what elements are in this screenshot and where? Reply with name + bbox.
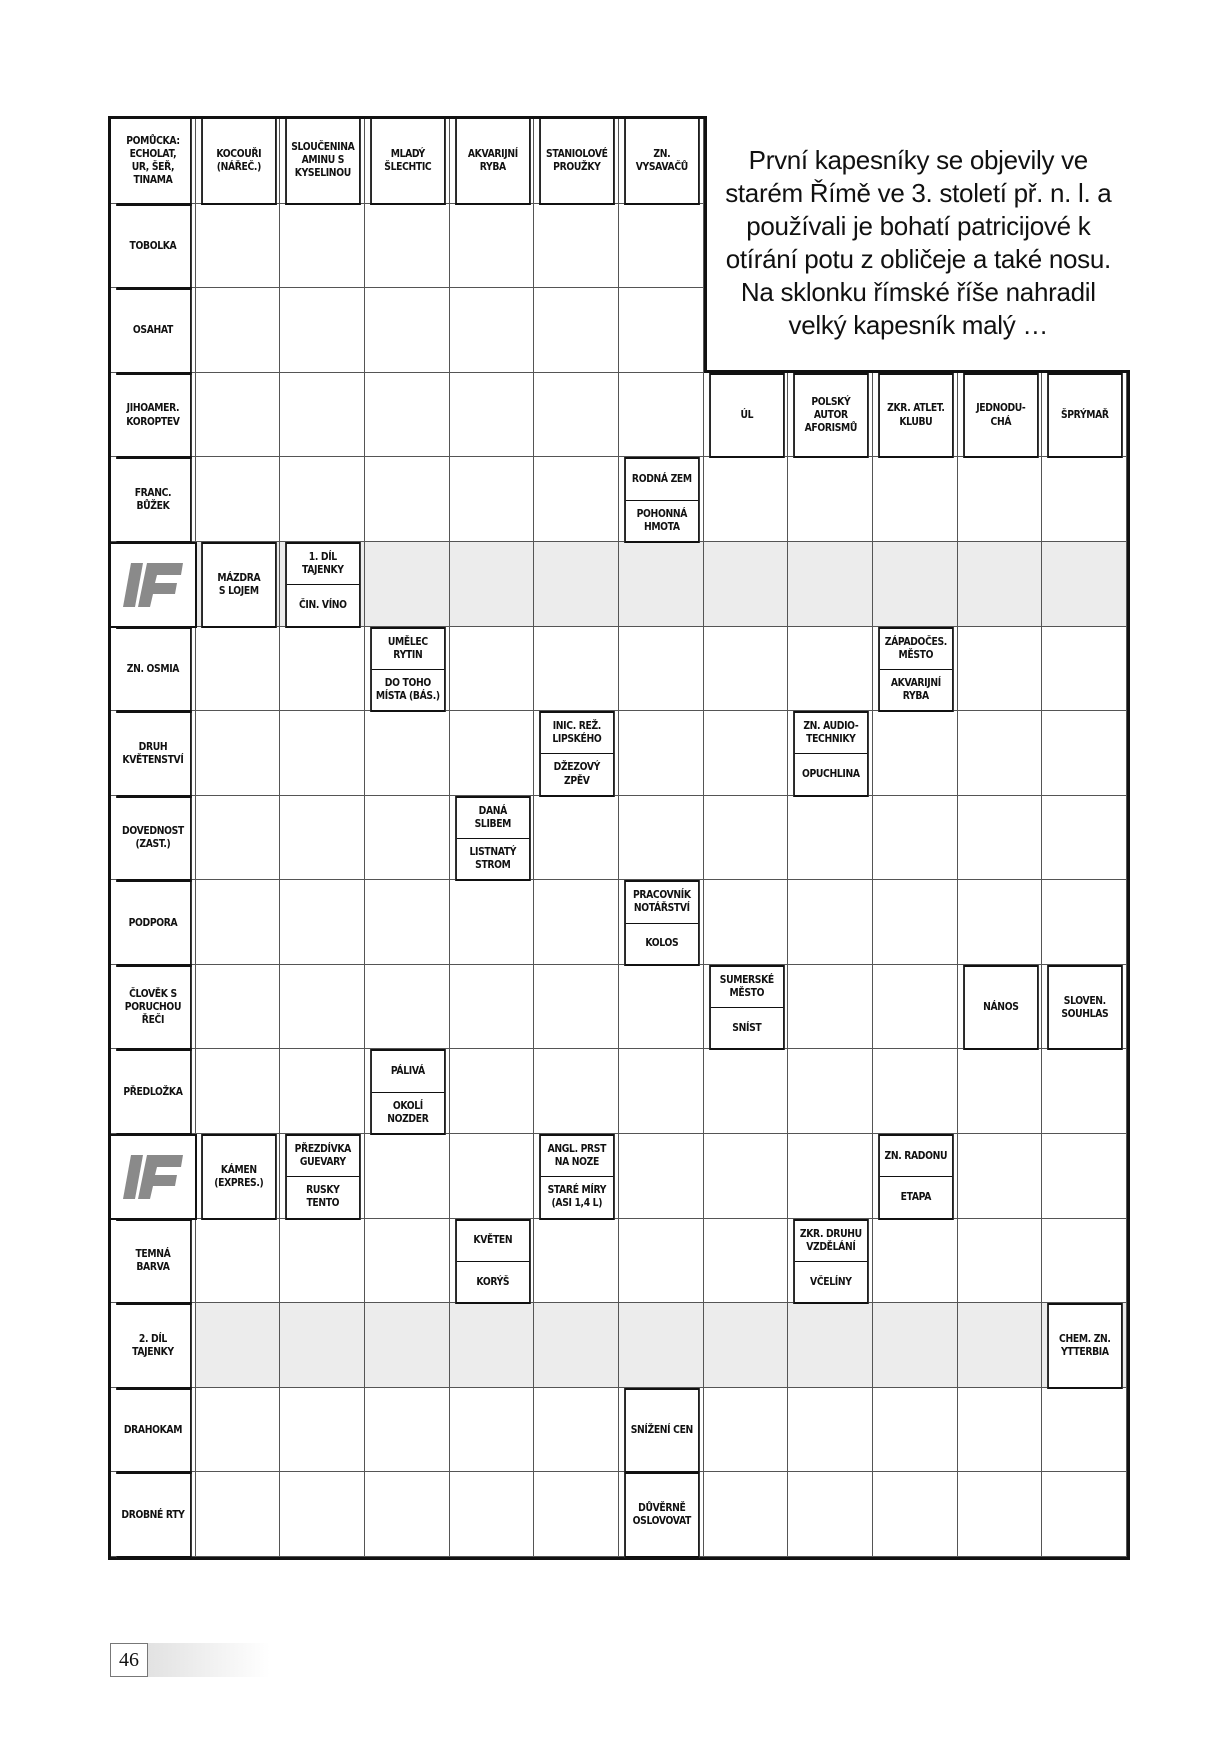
answer-cell[interactable] [1042,711,1127,796]
answer-cell[interactable] [958,1303,1043,1388]
answer-cell[interactable] [534,627,619,712]
answer-cell[interactable] [534,1219,619,1304]
answer-cell[interactable] [196,373,281,458]
answer-cell[interactable] [619,373,704,458]
answer-cell[interactable] [365,1303,450,1388]
answer-cell[interactable] [788,1303,873,1388]
clue-cell [116,288,191,374]
clue-text: SNÍŽENÍ CEN [630,1424,693,1437]
page-number: 46 [110,1643,148,1677]
answer-cell[interactable] [873,1049,958,1134]
answer-cell[interactable] [450,204,535,289]
answer-cell[interactable] [788,1388,873,1473]
answer-cell[interactable] [196,627,281,712]
clue-cell [455,119,530,205]
publisher-logo-icon [111,1134,197,1220]
clue-text: FRANC. BŮŽEK [134,487,172,513]
answer-cell[interactable] [704,1134,789,1219]
clue-cell [624,119,699,205]
clue-cell [116,880,191,966]
answer-cell[interactable] [196,711,281,796]
clue-text: TOBOLKA [129,239,177,252]
answer-cell[interactable] [450,1134,535,1219]
answer-cell[interactable] [280,373,365,458]
answer-cell[interactable] [365,373,450,458]
answer-cell[interactable] [788,965,873,1050]
answer-cell[interactable] [1042,627,1127,712]
answer-cell[interactable] [619,1134,704,1219]
answer-cell[interactable] [704,1219,789,1304]
answer-cell[interactable] [280,204,365,289]
clue-text: KOCOUŘI (NÁŘEČ.) [216,147,261,173]
clue-cell [116,1472,191,1558]
answer-cell[interactable] [873,457,958,542]
answer-cell[interactable] [958,1049,1043,1134]
answer-cell[interactable] [704,880,789,965]
answer-cell[interactable] [619,796,704,881]
clue-cell [116,457,191,543]
answer-cell[interactable] [534,1472,619,1557]
answer-cell[interactable] [280,1049,365,1134]
answer-cell[interactable] [534,1388,619,1473]
answer-cell[interactable] [1042,457,1127,542]
answer-cell[interactable] [704,457,789,542]
answer-cell[interactable] [450,711,535,796]
clue-cell [116,1049,191,1135]
answer-cell[interactable] [365,1388,450,1473]
clue-cell [116,796,191,882]
clue-text-top: INIC. REŽ. LIPSKÉHO [552,720,602,746]
answer-cell[interactable] [196,1303,281,1388]
clue-text-bottom: POHONNÁ HMOTA [626,500,698,541]
clue-text: JEDNODU- CHÁ [975,402,1026,428]
answer-cell[interactable] [450,880,535,965]
answer-cell[interactable] [1042,1134,1127,1219]
clue-text: SLOVEN. SOUHLAS [1061,994,1109,1020]
clue-text-top: KVĚTEN [473,1234,512,1247]
answer-cell[interactable] [196,457,281,542]
clue-text-top: ZN. RADONU [884,1149,948,1162]
split-clue-cell [455,1219,530,1305]
answer-cell[interactable] [788,1472,873,1557]
answer-cell[interactable] [788,1049,873,1134]
clue-cell [116,373,191,459]
clue-text-bottom: DŽEZOVÝ ZPĚV [541,753,613,794]
answer-cell[interactable] [873,1303,958,1388]
answer-cell[interactable] [873,711,958,796]
answer-cell[interactable] [365,711,450,796]
answer-cell[interactable] [365,1134,450,1219]
clue-cell [285,119,360,205]
clue-cell [116,1303,191,1389]
clue-text-bottom: ETAPA [880,1176,952,1217]
publisher-logo-icon [111,542,197,628]
answer-cell[interactable] [534,1303,619,1388]
clue-text-top: DANÁ SLIBEM [474,804,511,830]
clue-cell [1047,965,1122,1051]
answer-cell[interactable] [958,880,1043,965]
clue-cell [116,204,191,290]
answer-cell[interactable] [450,627,535,712]
clue-text: POLSKÝ AUTOR AFORISMŮ [804,395,858,435]
answer-cell[interactable] [450,965,535,1050]
clue-cell [201,119,276,205]
clue-cell [539,119,614,205]
answer-cell[interactable] [619,204,704,289]
clue-text-bottom: KOLOS [626,923,698,964]
answer-cell[interactable] [280,711,365,796]
clue-text-top: ZÁPADOČES. MĚSTO [884,635,947,661]
answer-cell[interactable] [450,457,535,542]
answer-cell[interactable] [280,288,365,373]
answer-cell[interactable] [958,457,1043,542]
answer-cell[interactable] [280,880,365,965]
clue-text: PŘEDLOŽKA [123,1085,183,1098]
answer-cell[interactable] [1042,1472,1127,1557]
split-clue-cell [793,1219,868,1305]
crossword-grid [108,116,1130,1560]
answer-cell[interactable] [365,796,450,881]
answer-cell[interactable] [450,288,535,373]
answer-cell[interactable] [704,542,789,627]
answer-cell[interactable] [704,1303,789,1388]
answer-cell[interactable] [196,288,281,373]
clue-cell [878,373,953,459]
answer-cell[interactable] [619,1303,704,1388]
clue-cell [963,373,1038,459]
clue-text-bottom: OKOLÍ NOZDER [372,1092,444,1133]
clue-text: DROBNÉ RTY [121,1508,185,1521]
answer-cell[interactable] [873,796,958,881]
clue-text: POMŮCKA: ECHOLAT, UR, ŠEŘ, TINAMA [126,134,180,186]
answer-cell[interactable] [873,542,958,627]
answer-cell[interactable] [365,965,450,1050]
answer-cell[interactable] [788,1134,873,1219]
answer-cell[interactable] [619,1049,704,1134]
answer-cell[interactable] [450,1472,535,1557]
answer-cell[interactable] [1042,1049,1127,1134]
clue-text: ÚL [740,408,753,421]
answer-cell[interactable] [365,880,450,965]
answer-cell[interactable] [958,1388,1043,1473]
answer-cell[interactable] [958,711,1043,796]
answer-cell[interactable] [873,1219,958,1304]
answer-cell[interactable] [958,796,1043,881]
clue-cell [116,627,191,713]
answer-cell[interactable] [619,627,704,712]
clue-text: ČLOVĚK S PORUCHOU ŘEČI [124,987,182,1027]
answer-cell[interactable] [958,1472,1043,1557]
answer-cell[interactable] [450,1049,535,1134]
answer-cell[interactable] [365,1472,450,1557]
answer-cell[interactable] [365,288,450,373]
clue-text: ZKR. ATLET. KLUBU [887,402,945,428]
answer-cell[interactable] [788,542,873,627]
clue-cell [963,965,1038,1051]
answer-cell[interactable] [958,542,1043,627]
answer-cell[interactable] [450,542,535,627]
split-clue-cell [370,627,445,713]
clue-text: PODPORA [128,916,178,929]
answer-cell[interactable] [365,1219,450,1304]
clue-text: DRAHOKAM [123,1424,183,1437]
answer-cell[interactable] [619,711,704,796]
answer-cell[interactable] [788,880,873,965]
clue-text: ZN. VYSAVAČŮ [635,147,688,173]
clue-text: DOVEDNOST (ZAST.) [122,825,184,851]
clue-cell [1047,1303,1122,1389]
clue-text: CHEM. ZN. YTTERBIA [1059,1332,1111,1359]
clue-text: 2. DÍL TAJENKY [132,1332,174,1359]
clue-cell [709,373,784,459]
clue-cell [116,965,191,1051]
answer-cell[interactable] [280,627,365,712]
answer-cell[interactable] [280,1472,365,1557]
answer-cell[interactable] [873,1388,958,1473]
clue-text: STANIOLOVÉ PROUŽKY [546,147,608,173]
answer-cell[interactable] [534,542,619,627]
answer-cell[interactable] [196,965,281,1050]
answer-cell[interactable] [534,373,619,458]
clue-text-top: PŘEZDÍVKA GUEVARY [294,1143,352,1169]
answer-cell[interactable] [365,204,450,289]
answer-cell[interactable] [704,796,789,881]
clue-text-top: RODNÁ ZEM [631,472,692,485]
clue-text: ŠPRÝMAŘ [1061,408,1110,421]
answer-cell[interactable] [704,1472,789,1557]
clue-cell [793,373,868,459]
clue-cell [116,1219,191,1305]
clue-cell [370,119,445,205]
split-clue-cell [285,542,360,628]
clue-cell [624,1388,699,1474]
split-clue-cell [285,1134,360,1220]
clue-cell [201,1134,276,1220]
answer-cell[interactable] [280,1219,365,1304]
clue-text-bottom: STARÉ MÍRY (ASI 1,4 L) [541,1176,613,1217]
answer-cell[interactable] [704,711,789,796]
intro-text-box: První kapesníky se objevily ve starém Římě ve 3. století př. n. l. a používali je bohatí patricijové k otírání potu z obličeje a také nosu. Na sklonku římské říše nahradil velký kapesník malý … [704,116,1130,373]
answer-cell[interactable] [365,457,450,542]
answer-cell[interactable] [280,457,365,542]
split-clue-cell [455,796,530,882]
clue-text: ZN. OSMIA [126,662,180,675]
clue-text: JIHOAMER. KOROPTEV [126,402,180,428]
split-clue-cell [539,711,614,797]
answer-cell[interactable] [196,1219,281,1304]
split-clue-cell [793,711,868,797]
answer-cell[interactable] [704,1049,789,1134]
answer-cell[interactable] [534,457,619,542]
answer-cell[interactable] [534,880,619,965]
clue-cell [1047,373,1122,459]
answer-cell[interactable] [619,288,704,373]
clue-text-top: UMĚLEC RYTIN [387,635,428,661]
page-number-tab [110,1643,270,1677]
clue-text: DŮVĚRNĚ OSLOVOVAT [632,1502,692,1528]
answer-cell[interactable] [365,542,450,627]
answer-cell[interactable] [450,1388,535,1473]
clue-text: DRUH KVĚTENSTVÍ [122,740,184,766]
clue-text-top: PRACOVNÍK NOTÁŘSTVÍ [632,889,691,915]
split-clue-cell [878,627,953,713]
split-clue-cell [878,1134,953,1220]
answer-cell[interactable] [873,965,958,1050]
answer-cell[interactable] [196,796,281,881]
clue-cell [116,119,191,205]
clue-text-bottom: ČIN. VÍNO [287,584,359,625]
clue-text-top: PÁLIVÁ [390,1065,425,1078]
answer-cell[interactable] [196,1388,281,1473]
clue-text: MÁZDRA S LOJEM [217,571,260,597]
clue-text: KÁMEN (EXPRES.) [213,1163,264,1189]
clue-cell [116,1388,191,1474]
clue-text: MLADÝ ŠLECHTIC [384,147,432,173]
answer-cell[interactable] [1042,880,1127,965]
answer-cell[interactable] [958,627,1043,712]
clue-text-bottom: OPUCHLINA [795,753,867,794]
answer-cell[interactable] [788,796,873,881]
clue-text: TEMNÁ BARVA [135,1248,171,1274]
clue-text: OSAHAT [132,324,173,337]
answer-cell[interactable] [280,796,365,881]
clue-cell [201,542,276,628]
clue-text: NÁNOS [982,1001,1019,1014]
answer-cell[interactable] [619,1219,704,1304]
clue-text-bottom: RUSKY TENTO [287,1176,359,1217]
answer-cell[interactable] [873,1472,958,1557]
clue-text-top: ANGL. PRST NA NOZE [547,1143,607,1169]
clue-text-bottom: SNÍST [711,1007,783,1048]
answer-cell[interactable] [619,965,704,1050]
answer-cell[interactable] [873,880,958,965]
clue-text-bottom: AKVARIJNÍ RYBA [880,669,952,710]
answer-cell[interactable] [619,542,704,627]
answer-cell[interactable] [958,1219,1043,1304]
answer-cell[interactable] [1042,1219,1127,1304]
answer-cell[interactable] [534,204,619,289]
answer-cell[interactable] [450,373,535,458]
clue-text-bottom: DO TOHO MÍSTA (BÁS.) [372,669,444,710]
clue-text-bottom: VČELÍNY [795,1261,867,1302]
answer-cell[interactable] [534,965,619,1050]
answer-cell[interactable] [704,1388,789,1473]
clue-text-top: ZN. AUDIO- TECHNIKY [803,720,859,746]
answer-cell[interactable] [1042,542,1127,627]
answer-cell[interactable] [280,1388,365,1473]
answer-cell[interactable] [704,627,789,712]
answer-cell[interactable] [450,1303,535,1388]
answer-cell[interactable] [196,1049,281,1134]
answer-cell[interactable] [196,204,281,289]
answer-cell[interactable] [534,1049,619,1134]
clue-text-top: 1. DÍL TAJENKY [302,550,344,577]
answer-cell[interactable] [280,1303,365,1388]
split-clue-cell [624,880,699,966]
clue-text-top: SUMERSKÉ MĚSTO [719,973,774,1000]
answer-cell[interactable] [534,796,619,881]
answer-cell[interactable] [534,288,619,373]
clue-text-bottom: LISTNATÝ STROM [457,838,529,879]
answer-cell[interactable] [280,965,365,1050]
clue-text-bottom: KORÝŠ [457,1261,529,1302]
clue-text-top: ZKR. DRUHU VZDĚLÁNÍ [800,1227,863,1253]
split-clue-cell [370,1049,445,1135]
clue-text: AKVARIJNÍ RYBA [467,147,518,173]
answer-cell[interactable] [958,1134,1043,1219]
answer-cell[interactable] [788,457,873,542]
answer-cell[interactable] [1042,1388,1127,1473]
split-clue-cell [539,1134,614,1220]
answer-cell[interactable] [196,880,281,965]
split-clue-cell [624,457,699,543]
answer-cell[interactable] [788,627,873,712]
clue-cell [116,711,191,797]
answer-cell[interactable] [1042,796,1127,881]
split-clue-cell [709,965,784,1051]
clue-cell [624,1472,699,1558]
clue-text: SLOUČENINA AMINU S KYSELINOU [291,141,355,180]
answer-cell[interactable] [196,1472,281,1557]
